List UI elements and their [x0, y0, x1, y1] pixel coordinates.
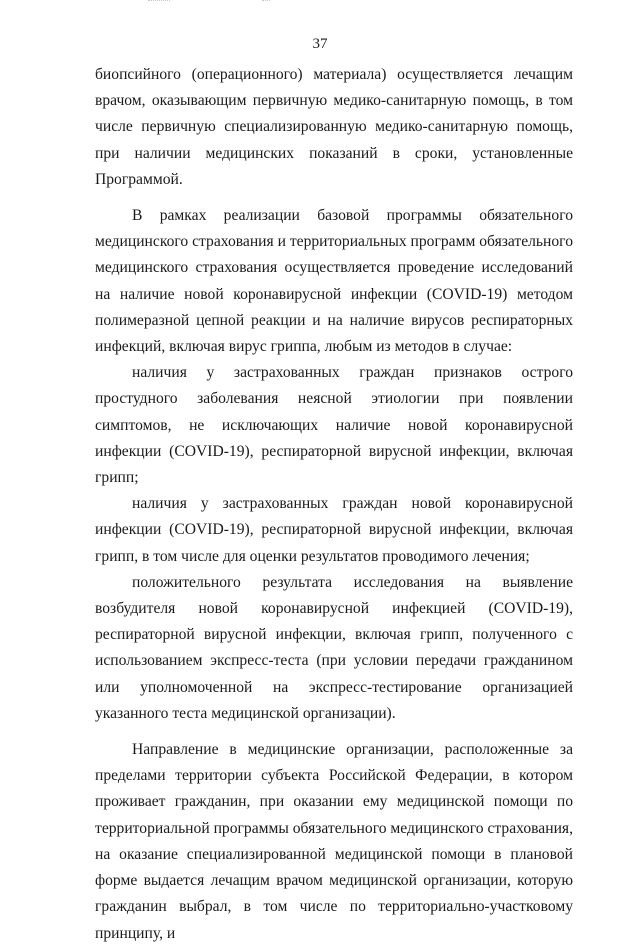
page-number: 37 [312, 36, 328, 52]
paragraph: биопсийного (операционного) материала) осуществляется лечащим врачом, оказывающим первичную медико-санитарную помощь, в том числе первичную специализированную медико-санитарную помощь, при наличии медицинских показаний в сроки, установленные Программой. [95, 66, 573, 188]
paragraph: положительного результата исследования на выявление возбудителя новой коронавирусной инфекцией (COVID-19), респираторной вирусной инфекции, включая грипп, полученного с использованием экспресс-теста (при условии передачи гражданином или уполномоченной на экспресс-тестирование организацией указанного теста медицинской организации). [95, 573, 573, 722]
scan-artifact [148, 0, 170, 7]
paragraph: Направление в медицинские организации, расположенные за пределами территории субъекта Российской Федерации, в котором проживает гражданин, при оказании ему медицинской помощи по территориальной программы обязательного медицинского страхования, на оказание специализированной медицинской помощи в плановой форме выдается лечащим врачом медицинской организации, которую гражданин выбрал, в том числе по территориально-участковому принципу, и [95, 741, 573, 942]
paragraph: наличия у застрахованных граждан новой коронавирусной инфекции (COVID-19), респираторной вирусной инфекции, включая грипп, в том числе для оценки результатов проводимого лечения; [95, 495, 573, 565]
paragraph: наличия у застрахованных граждан признаков острого простудного заболевания неясной этиологии при появлении симптомов, не исключающих наличие новой коронавирусной инфекции (COVID-19), респираторной вирусной инфекции, включая грипп; [95, 364, 573, 487]
document-body [95, 62, 573, 947]
paragraph: В рамках реализации базовой программы обязательного медицинского страхования и территориальных программ обязательного медицинского страхования осуществляется проведение исследований на наличие новой коронавирусной инфекции (COVID-19) методом полимеразной цепной реакции и на наличие вирусов респираторных инфекций, включая вирус гриппа, любым из методов в случае: [95, 207, 573, 356]
scan-artifact [262, 0, 270, 7]
